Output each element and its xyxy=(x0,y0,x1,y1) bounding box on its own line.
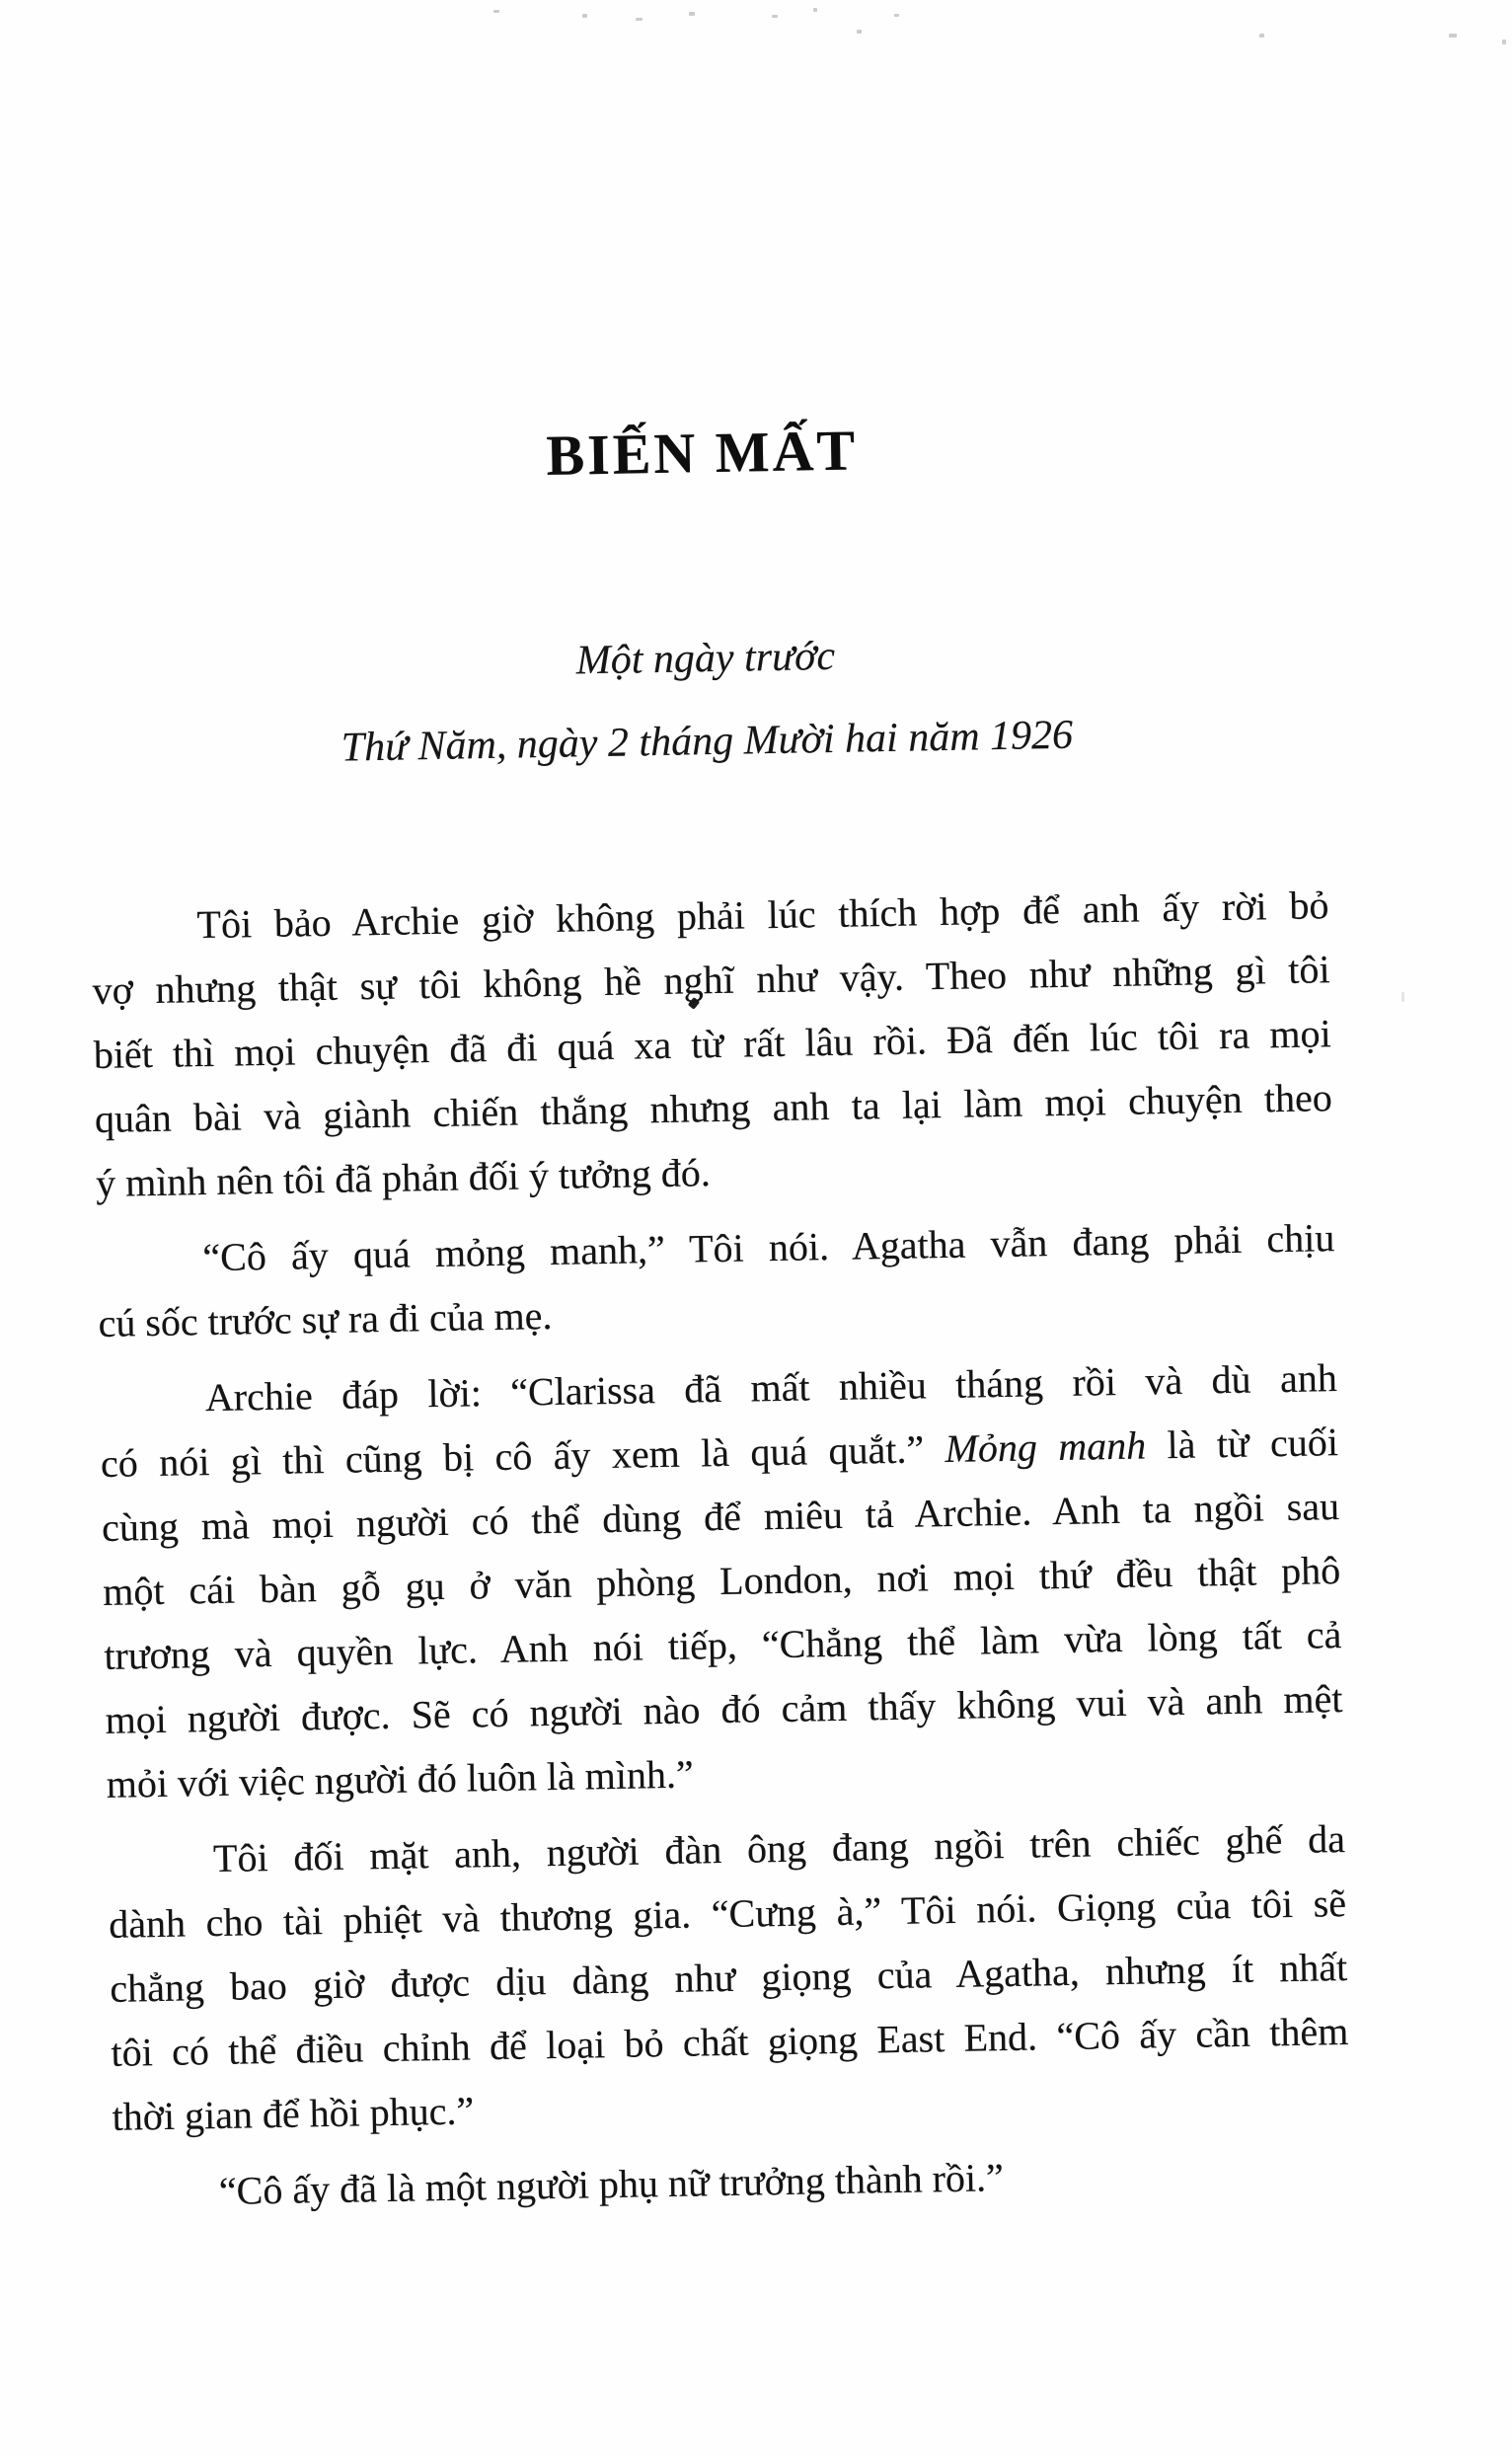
paragraph-line: Tôi bảo Archie giờ không phải lúc thích hợp để anh ấy rời bỏ xyxy=(196,883,1329,948)
body-text xyxy=(91,873,1352,2237)
paragraph-line: cùng mà mọi người có thể dùng để miêu tả Archie. Anh ta ngồi sau xyxy=(101,1484,1340,1550)
paragraph-line: “Cô ấy đã là một người phụ nữ trưởng thành rồi.” xyxy=(218,2155,1005,2213)
paragraph-line: chẳng bao giờ được dịu dàng như giọng của Agatha, nhưng ít nhất xyxy=(109,1945,1348,2011)
paragraph-line: “Cô ấy quá mỏng manh,” Tôi nói. Agatha vẫn đang phải chịu xyxy=(202,1215,1335,1280)
paragraph-line: tôi có thể điều chỉnh để loại bỏ chất giọng East End. “Cô ấy cần thêm xyxy=(111,2008,1349,2075)
emphasized-phrase: Mỏng manh xyxy=(945,1422,1147,1472)
paragraph-1 xyxy=(91,873,1333,1215)
text-column xyxy=(75,0,1355,2456)
paragraph-3 xyxy=(99,1345,1344,1816)
paragraph-5 xyxy=(113,2139,1351,2225)
chapter-title: BIẾN MẤT xyxy=(545,418,859,488)
line-segment: có nói gì thì cũng bị cô ấy xem là quá quắt.” xyxy=(100,1426,925,1486)
paragraph-line: Tôi đối mặt anh, người đàn ông đang ngồi trên chiếc ghế da xyxy=(212,1816,1346,1881)
scan-speck xyxy=(1401,992,1404,1002)
paragraph-line: biết thì mọi chuyện đã đi quá xa từ rất lâu rồi. Đã đến lúc tôi ra mọi xyxy=(93,1011,1332,1078)
dateline-relative-day: Một ngày trước xyxy=(575,633,836,684)
paragraph-line: ý mình nên tôi đã phản đối ý tưởng đó. xyxy=(95,1150,712,1206)
paragraph-line: mỏi với việc người đó luôn là mình.” xyxy=(106,1751,695,1806)
paragraph-line: thời gian để hồi phục.” xyxy=(112,2088,475,2139)
paragraph-line: vợ nhưng thật sự tôi không hề nghĩ như vậy. Theo như những gì tôi xyxy=(92,947,1330,1014)
scan-speck xyxy=(1449,34,1457,38)
paragraph-line: mọi người được. Sẽ có người nào đó cảm thấy không vui và anh mệt xyxy=(105,1676,1343,1742)
paragraph-line: cú sốc trước sự ra đi của mẹ. xyxy=(98,1292,553,1345)
paragraph-4 xyxy=(108,1806,1350,2149)
line-segment: là từ cuối xyxy=(1167,1420,1339,1468)
paragraph-line: dành cho tài phiệt và thương gia. “Cưng à,” Tôi nói. Giọng của tôi sẽ xyxy=(108,1880,1347,1947)
dateline-full-date: Thứ Năm, ngày 2 tháng Mười hai năm 1926 xyxy=(340,712,1074,771)
paragraph-line: trương và quyền lực. Anh nói tiếp, “Chẳng thể làm vừa lòng tất cả xyxy=(104,1612,1342,1678)
scan-speck xyxy=(1502,39,1506,44)
paragraph-line: một cái bàn gỗ gụ ở văn phòng London, nơi mọi thứ đều thật phô xyxy=(102,1548,1341,1614)
paragraph-2 xyxy=(97,1205,1336,1355)
paragraph-line: quân bài và giành chiến thắng nhưng anh ta lại làm mọi chuyện theo xyxy=(94,1075,1333,1142)
paragraph-line: Archie đáp lời: “Clarissa đã mất nhiều tháng rồi và dù anh xyxy=(204,1355,1338,1420)
